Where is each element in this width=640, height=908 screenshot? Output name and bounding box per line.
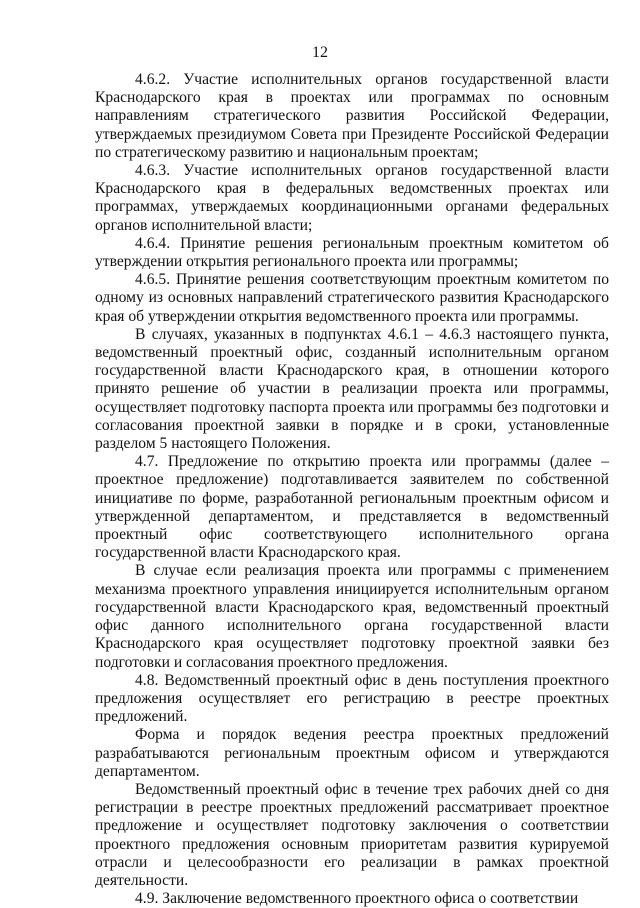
paragraph-4-7: 4.7. Предложение по открытию проекта или программы (далее – проектное предложение) подготавливается заявителем по собственной инициативе по форме, разработанной региональным проектным офисом и утвержденной департаментом, и представляется в ведомственный проектный офис соответствующего исполнительного органа государственной власти Краснодарского края. [95,453,609,562]
document-body [95,71,609,908]
paragraph-review-period: Ведомственный проектный офис в течение трех рабочих дней со дня регистрации в реестре проектных предложений рассматривает проектное предложение и осуществляет подготовку заключения о соответствии проектного предложения основным приоритетам развития курируемой отрасли и целесообразности его реализации в рамках проектной деятельности. [95,780,609,889]
paragraph-4-8: 4.8. Ведомственный проектный офис в день поступления проектного предложения осуществляет его регистрацию в реестре проектных предложений. [95,671,609,726]
paragraph-4-6-5: 4.6.5. Принятие решения соответствующим проектным комитетом по одному из основных направлений стратегического развития Краснодарского края об утверждении открытия ведомственного проекта или программы. [95,271,609,325]
paragraph-4-9: 4.9. Заключение ведомственного проектного офиса о соответствии [135,890,579,908]
page-number: 12 [312,44,328,61]
paragraph-cases-4-6-1-4-6-3: В случаях, указанных в подпунктах 4.6.1 – 4.6.3 настоящего пункта, ведомственный проектный офис, созданный исполнительным органом государственной власти Краснодарского края, в отношении которого принято решение об участии в реализации проекта или программы, осуществляет подготовку паспорта проекта или программы без подготовки и согласования проектной заявки в порядке и в сроки, установленные разделом 5 настоящего Положения. [95,325,609,453]
paragraph-4-6-4: 4.6.4. Принятие решения региональным проектным комитетом об утверждении открытия регионального проекта или программы; [95,234,609,271]
paragraph-initiated-by-executive-body: В случае если реализация проекта или программы с применением механизма проектного управления инициируется исполнительным органом государственной власти Краснодарского края, ведомственный проектный офис данного исполнительного органа государственной власти Краснодарского края осуществляет подготовку проектной заявки без подготовки и согласования проектного предложения. [95,562,609,671]
paragraph-4-6-3: 4.6.3. Участие исполнительных органов государственной власти Краснодарского края в федеральных ведомственных проектах или программах, утверждаемых координационными органами федеральных органов исполнительной власти; [95,162,609,234]
paragraph-registry-form: Форма и порядок ведения реестра проектных предложений разрабатываются региональным проектным офисом и утверждаются департаментом. [95,726,609,780]
paragraph-4-6-2: 4.6.2. Участие исполнительных органов государственной власти Краснодарского края в проектах или программах по основным направлениям стратегического развития Российской Федерации, утверждаемых президиумом Совета при Президенте Российской Федерации по стратегическому развитию и национальным проектам; [95,71,609,161]
